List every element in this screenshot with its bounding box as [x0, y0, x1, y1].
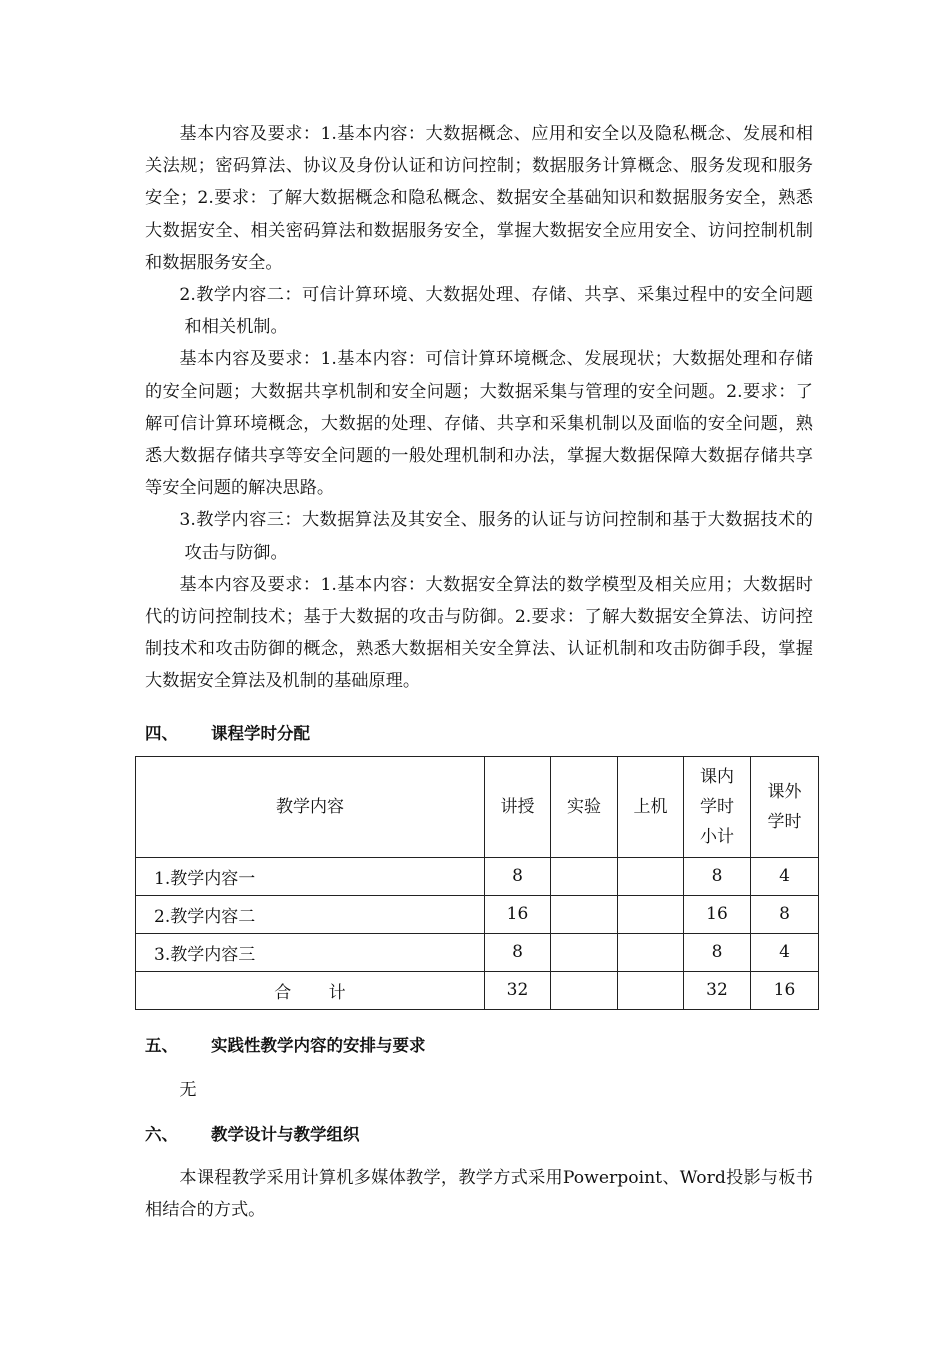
- row-subtotal: 16: [684, 895, 751, 933]
- total-lab: [551, 971, 618, 1009]
- row-lab: [551, 933, 618, 971]
- header-lecture: 讲授: [485, 756, 551, 857]
- row-name: 3.教学内容三: [136, 933, 485, 971]
- table-row: [136, 857, 819, 895]
- section6-body: 本课程教学采用计算机多媒体教学，教学方式采用Powerpoint、Word投影与板书相结合的方式。: [145, 1167, 813, 1220]
- row-computer: [618, 933, 684, 971]
- header-computer: 上机: [618, 756, 684, 857]
- header-inclass-line3: 小计: [700, 826, 734, 847]
- row-lab: [551, 895, 618, 933]
- row-extra: 4: [751, 933, 819, 971]
- content3-requirements: 基本内容及要求：1.基本内容：大数据安全算法的数学模型及相关应用；大数据时代的访问控制技术；基于大数据的攻击与防御。2.要求：了解大数据安全算法、访问控制技术和攻击防御的概念，熟悉大数据相关安全算法、认证机制和攻击防御手段，掌握大数据安全算法及机制的基础原理。: [145, 574, 813, 692]
- section5-title: 实践性教学内容的安排与要求: [211, 1035, 426, 1055]
- header-extra-line2: 学时: [767, 811, 802, 832]
- section4-number: 四、: [145, 723, 178, 743]
- content1-requirements: 基本内容及要求：1.基本内容：大数据概念、应用和安全以及隐私概念、发展和相关法规；密码算法、协议及身份认证和访问控制；数据服务计算概念、服务发现和服务安全；2.要求：了解大数据概念和隐私概念、数据安全基础知识和数据服务安全，熟悉大数据安全、相关密码算法和数据服务安全，掌握大数据安全应用安全、访问控制机制和数据服务安全。: [145, 124, 813, 273]
- row-computer: [618, 857, 684, 895]
- section5-body: 无: [179, 1079, 197, 1100]
- total-lecture: 32: [485, 971, 551, 1009]
- header-lab: 实验: [551, 756, 618, 857]
- row-name: 2.教学内容二: [136, 895, 485, 933]
- header-extra-line1: 课外: [767, 781, 802, 802]
- header-inclass-line1: 课内: [700, 766, 734, 787]
- section6-heading: [145, 1116, 813, 1150]
- teaching-content-3: 3.教学内容三：大数据算法及其安全、服务的认证与访问控制和基于大数据技术的攻击与防御。: [179, 510, 813, 563]
- header-extra-hours: [751, 756, 819, 857]
- section4-title: 课程学时分配: [211, 723, 310, 743]
- section4-heading: [145, 716, 813, 748]
- document-page: [145, 118, 813, 1226]
- row-extra: 8: [751, 895, 819, 933]
- row-subtotal: 8: [684, 857, 751, 895]
- table-row: [136, 895, 819, 933]
- header-content: 教学内容: [136, 756, 485, 857]
- row-lecture: 8: [485, 933, 551, 971]
- table-row: [136, 933, 819, 971]
- total-subtotal: 32: [684, 971, 751, 1009]
- row-lecture: 16: [485, 895, 551, 933]
- header-inclass-subtotal: [684, 756, 751, 857]
- section6-title: 教学设计与教学组织: [211, 1124, 360, 1144]
- total-computer: [618, 971, 684, 1009]
- total-extra: 16: [751, 971, 819, 1009]
- header-inclass-line2: 学时: [700, 796, 734, 817]
- section6-number: 六、: [145, 1124, 178, 1144]
- total-label: 合计: [136, 971, 485, 1009]
- table-header-row: [136, 756, 819, 857]
- section5-number: 五、: [145, 1035, 178, 1055]
- row-subtotal: 8: [684, 933, 751, 971]
- content2-requirements: 基本内容及要求：1.基本内容：可信计算环境概念、发展现状；大数据处理和存储的安全问题；大数据共享机制和安全问题；大数据采集与管理的安全问题。2.要求：了解可信计算环境概念，大数据的处理、存储、共享和采集机制以及面临的安全问题，熟悉大数据存储共享等安全问题的一般处理机制和办法，掌握大数据保障大数据存储共享等安全问题的解决思路。: [145, 349, 813, 499]
- row-name: 1.教学内容一: [136, 857, 485, 895]
- teaching-content-2: 2.教学内容二：可信计算环境、大数据处理、存储、共享、采集过程中的安全问题和相关机制。: [179, 285, 813, 338]
- row-extra: 4: [751, 857, 819, 895]
- row-lab: [551, 857, 618, 895]
- table-total-row: [136, 971, 819, 1009]
- row-computer: [618, 895, 684, 933]
- row-lecture: 8: [485, 857, 551, 895]
- hours-table: [135, 756, 819, 1010]
- section5-heading: [145, 1028, 813, 1060]
